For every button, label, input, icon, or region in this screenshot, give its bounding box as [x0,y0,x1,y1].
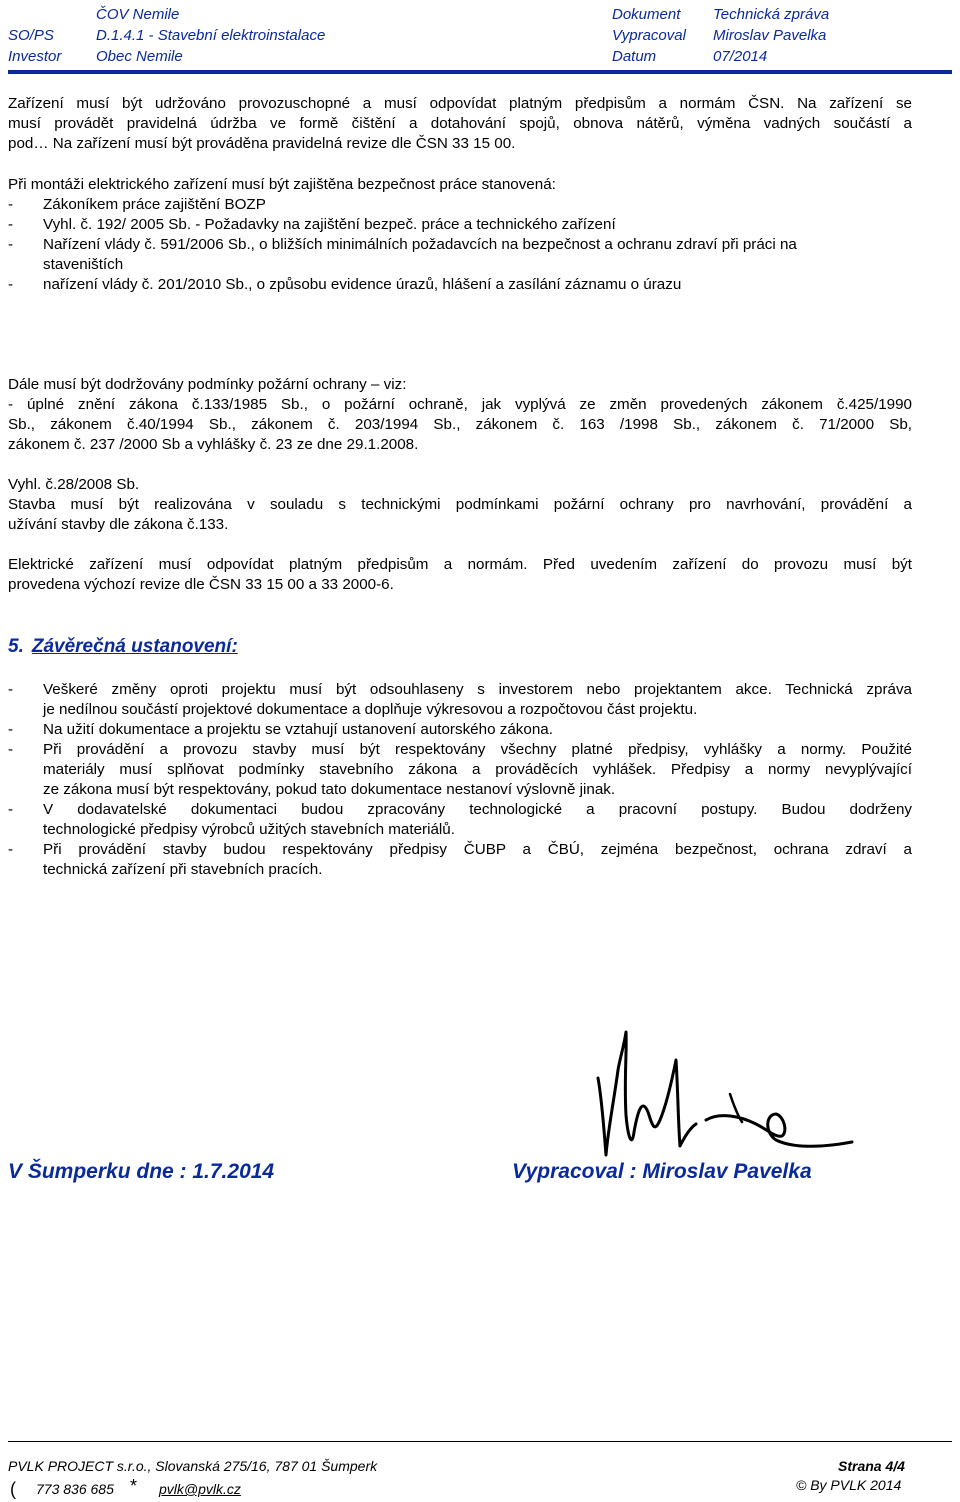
footer-phone: 773 836 685 [36,1481,114,1497]
handwritten-signature [580,1020,860,1165]
header-divider [8,70,952,74]
list-bullet: - [8,841,14,858]
text-line: Vyhl. č.28/2008 Sb. [8,476,140,493]
text-line: Sb., zákonem č.40/1994 Sb., zákonem č. 203/1994 Sb., zákonem č. 163 /1998 Sb., zákonem č. 71/2000 Sb, [8,416,912,433]
text-line: V dodavatelské dokumentaci budou zpracovány technologické a pracovní postupy. Budou dodrženy [43,801,912,818]
section-title: Závěrečná ustanovení: [31,636,238,657]
list-bullet: - [8,196,14,213]
list-item-continuation: staveništích [43,256,124,273]
header-document-value: Technická zpráva [713,6,830,23]
footer-copyright: © By PVLK 2014 [796,1477,902,1493]
header-sops-label: SO/PS [8,27,54,44]
prepared-by: Vypracoval : Miroslav Pavelka [512,1160,812,1183]
list-item [43,800,912,840]
header-document-label: Dokument [612,6,681,23]
text-line: Při provádění a provozu stavby musí být respektovány všechny platné předpisy, vyhlášky a normy. Použité [43,741,912,758]
text-line: Dále musí být dodržovány podmínky požární ochrany – viz: [8,376,407,393]
header-sops-value: D.1.4.1 - Stavební elektroinstalace [96,27,326,44]
header-project: ČOV Nemile [96,6,180,23]
text-line: technologické předpisy výrobců užitých stavebních materiálů. [43,821,455,838]
list-item [43,740,912,800]
text-line: Zařízení musí být udržováno provozuschopné a musí odpovídat platným předpisům a normám ČSN. Na zařízení se [8,95,912,112]
header-investor-label: Investor [8,48,62,65]
header-author-value: Miroslav Pavelka [713,27,827,44]
footer-divider [8,1441,952,1442]
list-item [43,840,912,880]
list-bullet: - [8,216,14,233]
text-line: - úplné znění zákona č.133/1985 Sb., o požární ochraně, jak vyplývá ze změn provedených zákonem č.425/1990 [8,396,912,413]
page-number: Strana 4/4 [838,1458,905,1474]
list-bullet: - [8,236,14,253]
text-line: zákonem č. 237 /2000 Sb a vyhlášky č. 23 ze dne 29.1.2008. [8,436,419,453]
paragraph-decree [8,475,912,535]
text-line: Stavba musí být realizována v souladu s technickými podmínkami požární ochrany pro navrhování, provádění a [8,496,912,513]
text-line: Elektrické zařízení musí odpovídat platným předpisům a normám. Před uvedením zařízení do provozu musí být [8,556,912,573]
text-line: ze zákona musí být respektovány, pokud tato dokumentace nestanoví výslovně jinak. [43,781,616,798]
text-line: materiály musí splňovat podmínky stavebního zákona a prováděcích vyhlášek. Předpisy a normy nevyplývající [43,761,912,778]
text-line: provedena výchozí revize dle ČSN 33 15 00 a 33 2000-6. [8,576,394,593]
footer-email-link[interactable]: pvlk@pvlk.cz [159,1481,241,1497]
text-line: Při provádění stavby budou respektovány předpisy ČUBP a ČBÚ, zejména bezpečnost, ochrana zdraví a [43,841,912,858]
list-bullet: - [8,801,14,818]
list-item: Vyhl. č. 192/ 2005 Sb. - Požadavky na zajištění bezpeč. práce a technického zařízení [43,216,616,233]
header-author-label: Vypracoval [612,27,686,44]
list-bullet: - [8,681,14,698]
paragraph-maintenance [8,94,912,154]
list-bullet: - [8,741,14,758]
text-line: pod… Na zařízení musí být prováděna pravidelná revize dle ČSN 33 15 00. [8,135,516,152]
header-date-value: 07/2014 [713,48,768,65]
header-investor-value: Obec Nemile [96,48,183,65]
list-item: nařízení vlády č. 201/2010 Sb., o způsobu evidence úrazů, hlášení a zasílání záznamu o úrazu [43,276,682,293]
list-item [43,720,912,740]
section-number: 5. [8,636,24,657]
text-line: musí provádět pravidelná údržba ve formě čištění a dotahování spojů, obnova nátěrů, výměna vadných součástí a [8,115,912,132]
paragraph-revision [8,555,912,595]
text-line: Veškeré změny oproti projektu musí být odsouhlaseny s investorem nebo projektantem akce. Technická zpráva [43,681,912,698]
text-line: užívání stavby dle zákona č.133. [8,516,229,533]
paragraph-fire-protection [8,375,912,455]
list-bullet: - [8,276,14,293]
header-date-label: Datum [612,48,657,65]
list-bullet: - [8,721,14,738]
list-item: Zákoníkem práce zajištění BOZP [43,196,266,213]
mail-icon: * [130,1476,138,1496]
text-line: je nedílnou součástí projektové dokumentace a doplňuje výkresovou a rozpočtovou část projektu. [43,701,698,718]
text-line: Na užití dokumentace a projektu se vztahují ustanovení autorského zákona. [43,721,553,738]
phone-icon: ( [10,1479,16,1499]
list-item: Nařízení vlády č. 591/2006 Sb., o bližších minimálních požadavcích na bezpečnost a ochranu zdraví při práci na [43,236,797,253]
section-heading [8,636,238,658]
paragraph-safety-intro [8,175,912,195]
list-item [43,680,912,720]
place-and-date: V Šumperku dne : 1.7.2014 [8,1160,275,1183]
footer-company: PVLK PROJECT s.r.o., Slovanská 275/16, 787 01 Šumperk [8,1458,378,1474]
text-line: Při montáži elektrického zařízení musí být zajištěna bezpečnost práce stanovená: [8,176,556,193]
text-line: technická zařízení při stavebních pracích. [43,861,323,878]
